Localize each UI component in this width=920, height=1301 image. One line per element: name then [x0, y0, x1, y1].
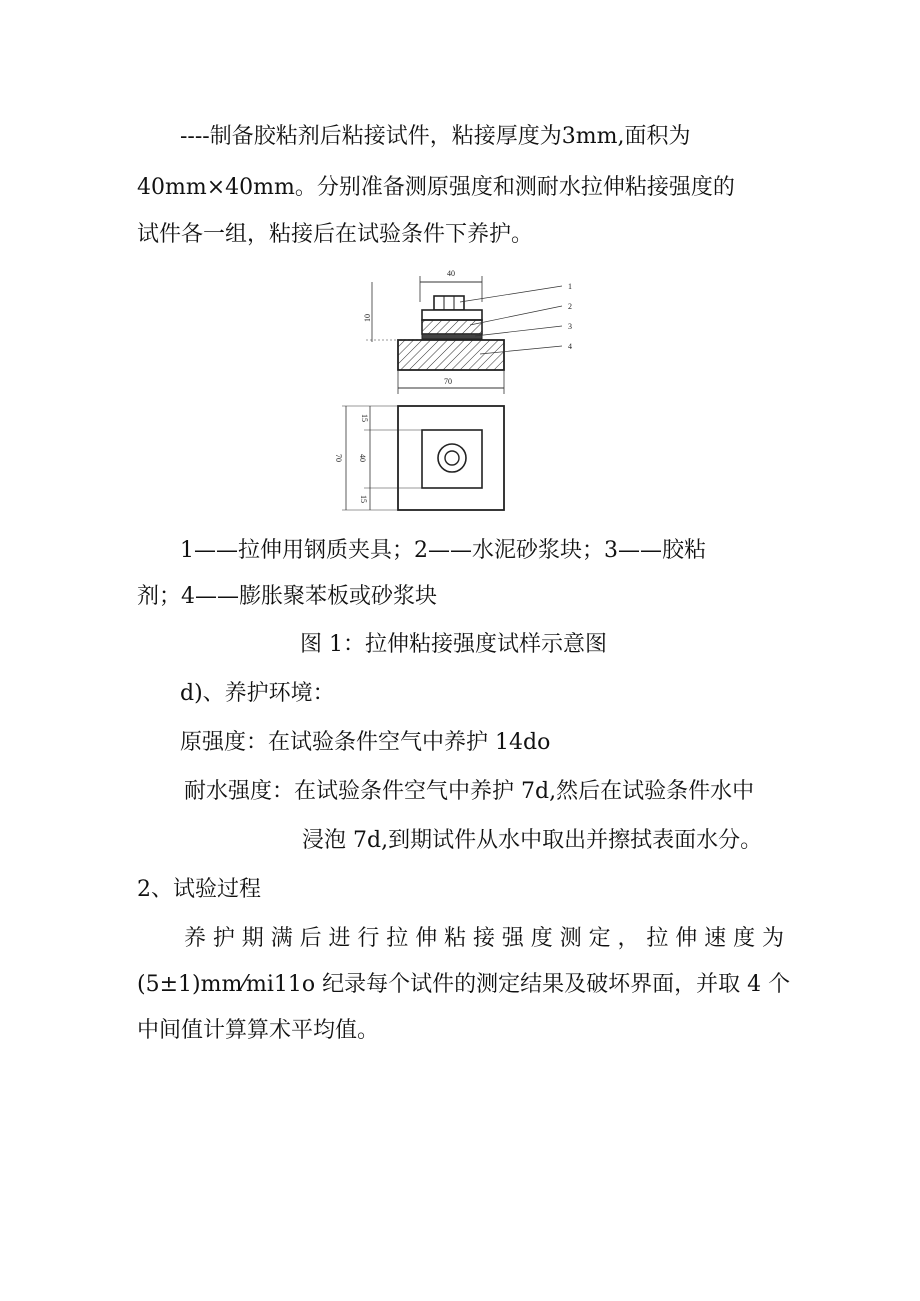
callout-2: 2: [568, 302, 572, 311]
legend-line-2: 剂；4——膨胀聚苯板或砂浆块: [137, 584, 437, 609]
callout-4: 4: [568, 342, 572, 351]
callout-1: 1: [568, 282, 572, 291]
section-2-line-1: 养护期满后进行拉伸粘接强度测定，拉伸速度为: [184, 926, 784, 951]
water-strength-line-1: 耐水强度：在试验条件空气中养护 7d,然后在试验条件水中: [184, 779, 755, 804]
plan-view: [334, 406, 504, 510]
figure-caption: 图 1：拉伸粘接强度试样示意图: [300, 632, 607, 657]
dim-plan-mid: 40: [358, 454, 367, 462]
legend-line-1: 1——拉伸用钢质夹具；2——水泥砂浆块；3——胶粘: [180, 538, 706, 563]
curing-heading: d)、养护环境：: [180, 681, 335, 706]
adhesive-layer: [422, 334, 482, 339]
section-2-line-3: 中间值计算算术平均值。: [137, 1018, 380, 1043]
original-strength-line: 原强度：在试验条件空气中养护 14do: [180, 730, 551, 755]
paragraph-line-3: 试件各一组，粘接后在试验条件下养护。: [137, 222, 534, 247]
dim-plan-total: 70: [334, 454, 343, 462]
section-2-heading: 2、试验过程: [137, 877, 261, 902]
base-block: [398, 340, 504, 370]
water-strength-line-2: 浸泡 7d,到期试件从水中取出并擦拭表面水分。: [302, 828, 763, 853]
tensile-specimen-diagram: [330, 262, 590, 517]
dim-top-width: 40: [447, 269, 455, 278]
paragraph-line-2: 40mm×40mm。分别准备测原强度和测耐水拉伸粘接强度的: [137, 175, 735, 200]
dim-plan-top: 15: [360, 414, 369, 422]
callout-3: 3: [568, 322, 572, 331]
elevation-view: [363, 269, 572, 394]
section-2-line-2: (5±1)mm⁄mi11o 纪录每个试件的测定结果及破坏界面，并取 4 个: [137, 972, 791, 997]
mortar-block: [422, 320, 482, 334]
dim-plan-bottom: 15: [359, 495, 368, 503]
dim-bottom-width: 70: [444, 377, 452, 386]
paragraph-line-1: ----制备胶粘剂后粘接试件，粘接厚度为3mm,面积为: [180, 124, 691, 149]
steel-clamp: [434, 296, 464, 310]
dim-side-height: 10: [363, 314, 372, 322]
